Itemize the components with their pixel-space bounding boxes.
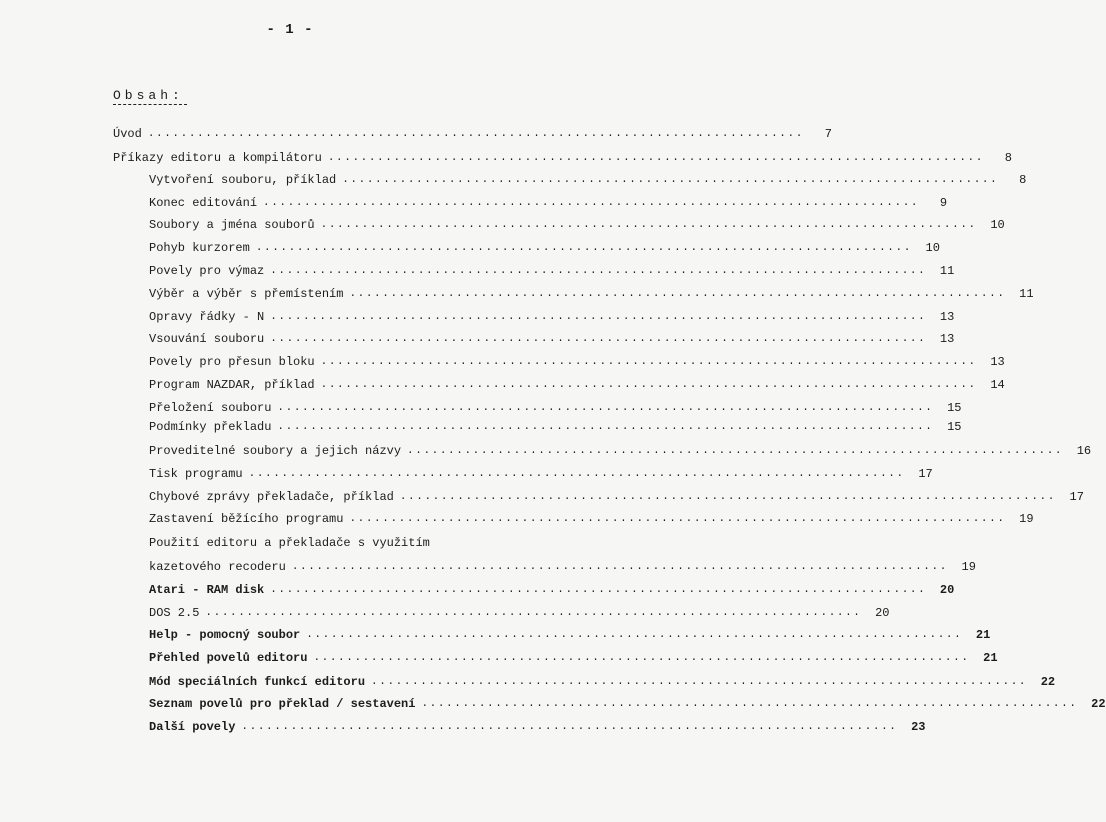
toc-entry-title: Výběr a výběr s přemístením [149,287,344,301]
toc-entry-page: 22 [1040,675,1056,689]
toc-entry [149,488,1084,506]
toc-entry [113,125,832,143]
toc-entry-page: 22 [1091,697,1106,711]
toc-entry-page: 8 [1019,173,1027,187]
toc-entry-title: Povely pro výmaz [149,264,265,278]
toc-entry-title: Seznam povelů pro překlad / sestavení [149,697,416,711]
toc-entry-page: 7 [824,127,832,141]
toc-entry-title: Pohyb kurzorem [149,241,250,255]
heading-underline [113,104,187,105]
dot-leader: ................................................................................ [291,561,948,573]
dot-leader: ................................................................................ [371,676,1028,688]
toc-entry [149,465,933,483]
page-number: - 1 - [266,22,314,38]
toc-entry-title: Chybové zprávy překladače, příklad [149,490,394,504]
toc-entry [149,399,962,417]
toc-entry-title: Podmínky překladu [149,420,272,434]
toc-entry [149,330,955,348]
dot-leader: ................................................................................ [320,219,977,231]
toc-entry [149,510,1034,528]
toc-entry [149,673,1056,691]
dot-leader: ................................................................................ [277,421,934,433]
toc-entry [149,718,926,736]
dot-leader: ................................................................................ [421,698,1078,710]
dot-leader: ................................................................................ [255,242,912,254]
toc-entry [149,604,890,622]
toc-entry-page: 19 [1019,512,1034,526]
toc-entry-page: 9 [939,196,948,210]
dot-leader: ................................................................................ [306,629,963,641]
toc-entry [149,285,1034,303]
toc-entry-title: Help - pomocný soubor [149,628,301,642]
dot-leader: ................................................................................ [342,174,999,186]
toc-entry-title: Soubory a jména souborů [149,218,315,232]
toc-entry [149,581,955,599]
toc-entry-title: Vytvoření souboru, příklad [149,173,337,187]
toc-entry-title: Úvod [113,127,142,141]
toc-entry [149,239,940,257]
dot-leader: ................................................................................ [320,356,977,368]
toc-entry-page: 14 [990,378,1005,392]
toc-entry [149,194,948,212]
toc-entry-title: Přehled povelů editoru [149,651,308,665]
toc-entry-page: 11 [939,264,955,278]
dot-leader: ................................................................................ [277,402,934,414]
dot-leader: ................................................................................ [248,468,905,480]
toc-entry-page: 8 [1004,151,1012,165]
dot-leader: ................................................................................ [349,513,1006,525]
toc-entry-title: Konec editování [149,196,258,210]
toc-entry-page: 15 [947,401,962,415]
toc-entry-title: Použití editoru a překladače s využitím [149,536,430,550]
toc-entry-page: 15 [947,420,962,434]
toc-entry [113,149,1012,167]
dot-leader: ................................................................................ [147,128,804,140]
toc-entry-title: Opravy řádky - N [149,310,265,324]
toc-entry [149,558,976,576]
toc-entry-title: Zastavení běžícího programu [149,512,344,526]
toc-entry-page: 21 [975,628,991,642]
toc-entry-title: Program NAZDAR, příklad [149,378,315,392]
toc-entry-title: Vsouvání souboru [149,332,265,346]
dot-leader: ................................................................................ [263,197,920,209]
dot-leader: ................................................................................ [399,491,1056,503]
toc-entry-title: Atari - RAM disk [149,583,265,597]
toc-entry-page: 10 [925,241,940,255]
toc-entry-page: 20 [875,606,890,620]
toc-entry-title: Příkazy editoru a kompilátoru [113,151,322,165]
toc-entry-page: 13 [990,355,1005,369]
toc-entry-title: Tisk programu [149,467,243,481]
toc-entry-title: DOS 2.5 [149,606,200,620]
toc-entry [149,308,955,326]
toc-entry-page: 16 [1076,444,1092,458]
table-of-contents [0,125,1106,755]
dot-leader: ................................................................................ [270,333,927,345]
toc-entry-title: Proveditelné soubory a jejich názvy [149,444,402,458]
dot-leader: ................................................................................ [313,652,970,664]
toc-entry [149,171,1027,189]
dot-leader: ................................................................................ [320,379,977,391]
toc-entry [149,353,1005,371]
toc-entry-title: Mód speciálních funkcí editoru [149,675,366,689]
toc-entry-page: 17 [918,467,933,481]
toc-entry-page: 10 [990,218,1005,232]
dot-leader: ................................................................................ [407,445,1064,457]
toc-entry-title: Povely pro přesun bloku [149,355,315,369]
toc-entry-title: kazetového recoderu [149,560,286,574]
toc-entry-page: 21 [983,651,998,665]
toc-entry-page: 11 [1019,287,1034,301]
toc-entry [149,262,955,280]
toc-entry-title: Další povely [149,720,236,734]
dot-leader: ................................................................................ [349,288,1006,300]
toc-entry [149,626,991,644]
dot-leader: ................................................................................ [270,311,927,323]
dot-leader: ................................................................................ [270,584,927,596]
toc-entry-page: 17 [1069,490,1084,504]
dot-leader: ................................................................................ [205,607,862,619]
toc-entry [149,649,998,667]
dot-leader: ................................................................................ [241,721,898,733]
toc-entry [149,534,504,552]
toc-entry-page: 13 [939,332,955,346]
toc-entry [149,376,1005,394]
toc-heading: Obsah: [113,88,184,103]
toc-entry [149,442,1092,460]
dot-leader: ................................................................................ [270,265,927,277]
dot-leader: ................................................................................ [327,152,984,164]
toc-entry-title: Přeložení souboru [149,401,272,415]
toc-entry [149,418,962,436]
toc-entry [149,216,1005,234]
toc-entry-page: 13 [939,310,955,324]
toc-entry-page: 19 [961,560,976,574]
toc-entry-page: 20 [939,583,955,597]
toc-entry [149,695,1106,713]
toc-entry-page: 23 [911,720,926,734]
